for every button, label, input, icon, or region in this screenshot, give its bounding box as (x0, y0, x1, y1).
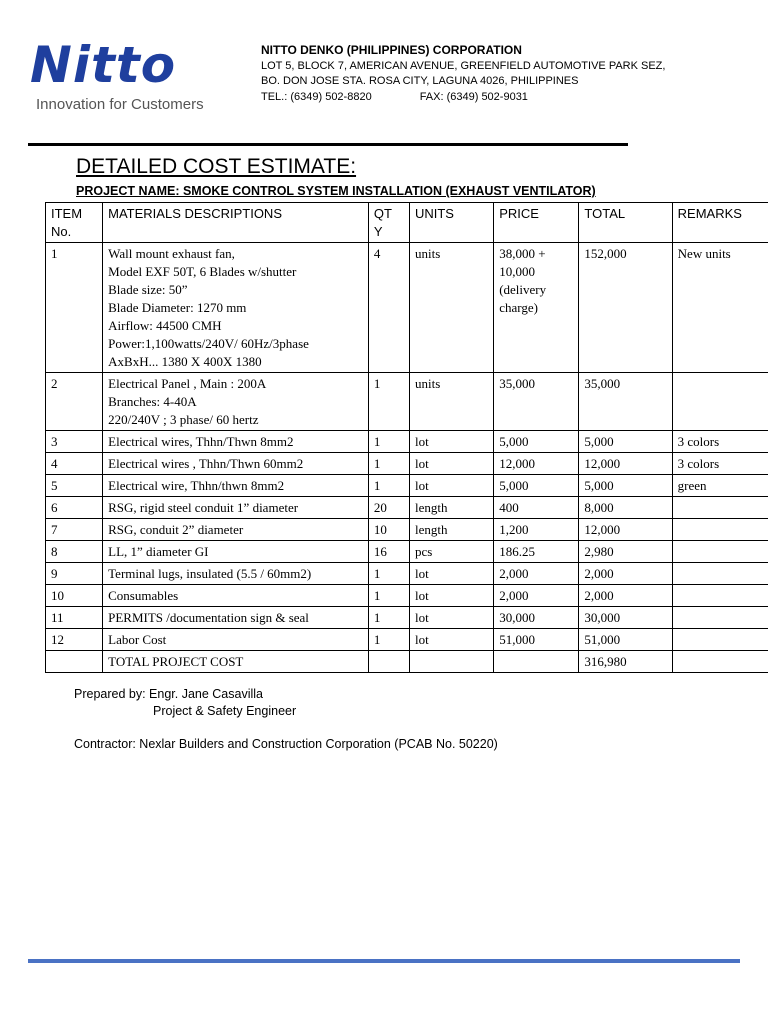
cell-remarks (672, 629, 768, 651)
description-line: AxBxH... 1380 X 400X 1380 (108, 354, 262, 369)
header-item: ITEM No. (46, 203, 103, 243)
description-line: Wall mount exhaust fan, (108, 246, 235, 261)
fax: FAX: (6349) 502-9031 (419, 90, 528, 103)
cell-units: lot (409, 431, 493, 453)
cell-price: 12,000 (494, 453, 579, 475)
cell-price: 5,000 (494, 475, 579, 497)
cell-price: 1,200 (494, 519, 579, 541)
company-logo (30, 36, 245, 120)
cell-qty: 1 (368, 607, 409, 629)
header-total: TOTAL (579, 203, 672, 243)
cell-units: length (409, 519, 493, 541)
cell-remarks: 3 colors (672, 431, 768, 453)
description-line: Blade size: 50” (108, 282, 188, 297)
contractor: Contractor: Nexlar Builders and Construction Corporation (PCAB No. 50220) (74, 737, 498, 751)
description-line: Electrical wires , Thhn/Thwn 60mm2 (108, 456, 304, 471)
cell-units: lot (409, 453, 493, 475)
cell-total: 2,000 (579, 585, 672, 607)
description-line: Consumables (108, 588, 179, 603)
header-qty: QT Y (368, 203, 409, 243)
cell-description (103, 497, 369, 519)
description-line: PERMITS /documentation sign & seal (108, 610, 309, 625)
cell-item: 12 (46, 629, 103, 651)
cell-remarks (672, 497, 768, 519)
table-row (46, 497, 768, 519)
telephone: TEL.: (6349) 502-8820 (261, 90, 372, 103)
cell-description (103, 431, 369, 453)
description-line: LL, 1” diameter GI (108, 544, 209, 559)
prepared-by: Prepared by: Engr. Jane Casavilla (74, 687, 263, 701)
cell-units: lot (409, 585, 493, 607)
cost-estimate-table (45, 202, 768, 673)
cell-item: 11 (46, 607, 103, 629)
description-line: RSG, rigid steel conduit 1” diameter (108, 500, 299, 515)
description-line: 220/240V ; 3 phase/ 60 hertz (108, 412, 259, 427)
description-line: Model EXF 50T, 6 Blades w/shutter (108, 264, 297, 279)
cell-empty (46, 651, 103, 673)
logo-tagline: Innovation for Customers (36, 96, 204, 113)
table-row (46, 629, 768, 651)
table-header-row (46, 203, 768, 243)
description-line: Electrical wire, Thhn/thwn 8mm2 (108, 478, 285, 493)
cell-item: 1 (46, 243, 103, 373)
cell-units: units (409, 243, 493, 373)
cell-qty: 1 (368, 563, 409, 585)
cell-total: 51,000 (579, 629, 672, 651)
table-row (46, 243, 768, 373)
description-line: Airflow: 44500 CMH (108, 318, 222, 333)
cell-item: 10 (46, 585, 103, 607)
cell-total: 2,000 (579, 563, 672, 585)
cell-remarks (672, 519, 768, 541)
cell-price: 35,000 (494, 373, 579, 431)
description-line: Power:1,100watts/240V/ 60Hz/3phase (108, 336, 309, 351)
cell-description (103, 519, 369, 541)
cell-item: 6 (46, 497, 103, 519)
description-line: Electrical Panel , Main : 200A (108, 376, 267, 391)
cell-total: 152,000 (579, 243, 672, 373)
cell-empty (409, 651, 493, 673)
description-line: RSG, conduit 2” diameter (108, 522, 244, 537)
cell-description (103, 453, 369, 475)
cell-units: lot (409, 629, 493, 651)
cell-total: 5,000 (579, 431, 672, 453)
cell-remarks: New units (672, 243, 768, 373)
address-line-2: BO. DON JOSE STA. ROSA CITY, LAGUNA 4026, PHILIPPINES (261, 75, 579, 87)
cell-qty: 1 (368, 373, 409, 431)
cell-total: 2,980 (579, 541, 672, 563)
cell-units: lot (409, 475, 493, 497)
cell-price: 5,000 (494, 431, 579, 453)
cell-units: lot (409, 607, 493, 629)
cell-item: 7 (46, 519, 103, 541)
cell-units: lot (409, 563, 493, 585)
cell-price: 2,000 (494, 585, 579, 607)
company-name: NITTO DENKO (PHILIPPINES) CORPORATION (261, 43, 522, 57)
description-line: Electrical wires, Thhn/Thwn 8mm2 (108, 434, 294, 449)
cell-total: 12,000 (579, 519, 672, 541)
cell-empty (494, 651, 579, 673)
cell-remarks: 3 colors (672, 453, 768, 475)
cell-item: 4 (46, 453, 103, 475)
total-value: 316,980 (579, 651, 672, 673)
cell-description (103, 607, 369, 629)
cell-total: 30,000 (579, 607, 672, 629)
header-description: MATERIALS DESCRIPTIONS (103, 203, 369, 243)
cell-description (103, 541, 369, 563)
cell-description (103, 585, 369, 607)
cell-empty (672, 651, 768, 673)
cell-remarks (672, 607, 768, 629)
footer-divider (28, 959, 740, 963)
table-row (46, 475, 768, 497)
header-divider (28, 143, 628, 146)
document-title: DETAILED COST ESTIMATE: (76, 155, 357, 178)
cell-total: 5,000 (579, 475, 672, 497)
cell-price: 30,000 (494, 607, 579, 629)
cell-total: 8,000 (579, 497, 672, 519)
cell-empty (368, 651, 409, 673)
cell-description (103, 373, 369, 431)
cell-qty: 1 (368, 431, 409, 453)
description-line: Blade Diameter: 1270 mm (108, 300, 247, 315)
table-row (46, 541, 768, 563)
cell-description (103, 563, 369, 585)
cell-price: 400 (494, 497, 579, 519)
logo-wordmark: Nitto (30, 36, 177, 94)
preparer-position: Project & Safety Engineer (153, 704, 297, 718)
table-row (46, 431, 768, 453)
cell-qty: 4 (368, 243, 409, 373)
description-line: Labor Cost (108, 632, 167, 647)
cell-item: 3 (46, 431, 103, 453)
cell-qty: 1 (368, 475, 409, 497)
cell-units: length (409, 497, 493, 519)
table-row (46, 563, 768, 585)
header-units: UNITS (409, 203, 493, 243)
description-line: Branches: 4-40A (108, 394, 197, 409)
cell-description (103, 243, 369, 373)
cell-remarks (672, 373, 768, 431)
cell-price: 2,000 (494, 563, 579, 585)
table-row (46, 519, 768, 541)
contact-line (261, 90, 665, 106)
company-info (261, 43, 665, 105)
cell-price: 38,000 + 10,000 (delivery charge) (494, 243, 579, 373)
table-row (46, 373, 768, 431)
cell-item: 2 (46, 373, 103, 431)
description-line: Terminal lugs, insulated (5.5 / 60mm2) (108, 566, 312, 581)
table-row (46, 607, 768, 629)
cell-description (103, 629, 369, 651)
project-name: PROJECT NAME: SMOKE CONTROL SYSTEM INSTALLATION (EXHAUST VENTILATOR) (76, 184, 596, 198)
cell-total: 12,000 (579, 453, 672, 475)
cell-remarks (672, 541, 768, 563)
cell-item: 5 (46, 475, 103, 497)
cell-qty: 16 (368, 541, 409, 563)
address-line-1: LOT 5, BLOCK 7, AMERICAN AVENUE, GREENFIELD AUTOMOTIVE PARK SEZ, (261, 59, 666, 72)
total-label: TOTAL PROJECT COST (103, 651, 369, 673)
cell-remarks: green (672, 475, 768, 497)
cell-description (103, 475, 369, 497)
table-row (46, 585, 768, 607)
cell-item: 9 (46, 563, 103, 585)
cell-qty: 10 (368, 519, 409, 541)
cell-units: units (409, 373, 493, 431)
cell-qty: 1 (368, 629, 409, 651)
cell-item: 8 (46, 541, 103, 563)
cell-units: pcs (409, 541, 493, 563)
cell-total: 35,000 (579, 373, 672, 431)
total-row (46, 651, 768, 673)
table-row (46, 453, 768, 475)
header-remarks: REMARKS (672, 203, 768, 243)
cell-price: 51,000 (494, 629, 579, 651)
cell-qty: 1 (368, 453, 409, 475)
cell-qty: 20 (368, 497, 409, 519)
cell-price: 186.25 (494, 541, 579, 563)
cell-remarks (672, 563, 768, 585)
header-price: PRICE (494, 203, 579, 243)
cell-remarks (672, 585, 768, 607)
cell-qty: 1 (368, 585, 409, 607)
